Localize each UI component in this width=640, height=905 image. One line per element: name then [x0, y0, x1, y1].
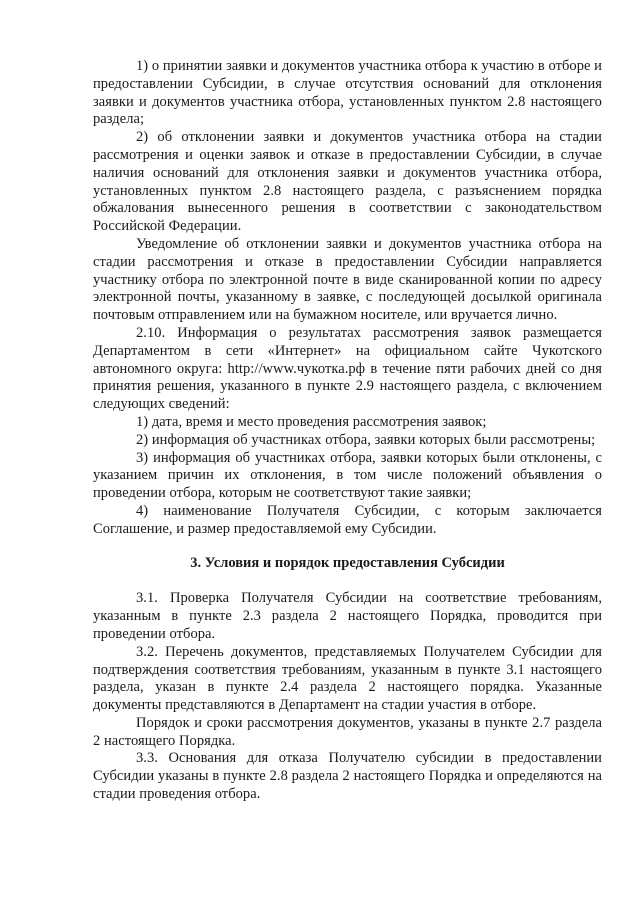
section-3-body	[93, 590, 602, 804]
section-3-heading: 3. Условия и порядок предоставления Субсидии	[190, 554, 505, 571]
section-2-continuation	[93, 58, 602, 539]
paragraph-2-10-results-info: 2.10. Информация о результатах рассмотрения заявок размещается Департаментом в сети «Интернет» на официальном сайте Чукотского автономного округа: http://www.чукотка.рф в течение пяти рабочих дней со дня принятия решения, указанного в пункте 2.9 настоящего раздела, с включением следующих сведений:	[93, 324, 602, 413]
list-item-review-date: 1) дата, время и место проведения рассмотрения заявок;	[136, 413, 487, 430]
paragraph-3-1: 3.1. Проверка Получателя Субсидии на соответствие требованиям, указанным в пункте 2.3 раздела 2 настоящего Порядка, проводится при проведении отбора.	[93, 590, 602, 642]
list-item-reviewed-participants: 2) информация об участниках отбора, заявки которых были рассмотрены;	[136, 431, 596, 448]
paragraph-3-3: 3.3. Основания для отказа Получателю субсидии в предоставлении Субсидии указаны в пункте 2.8 раздела 2 настоящего Порядка и определяются на стадии проведения отбора.	[93, 750, 602, 803]
paragraph-decision-reject: 2) об отклонении заявки и документов участника отбора на стадии рассмотрения и оценки заявок и отказе в предоставлении Субсидии, в случае наличия оснований для отклонения заявки и документов участника отбора, установленных пунктом 2.8 настоящего раздела, с разъяснением порядка обжалования вынесенного решения в соответствии с законодательством Российской Федерации.	[93, 129, 602, 235]
paragraph-3-2: 3.2. Перечень документов, представляемых Получателем Субсидии для подтверждения соответствия требованиям, указанным в пункте 3.1 настоящего раздела, указан в пункте 2.4 раздела 2 настоящего порядка. Указанные документы представляются в Департамент на стадии участия в отборе.	[93, 643, 602, 714]
paragraph-decision-accept: 1) о принятии заявки и документов участника отбора к участию в отборе и предоставлении Субсидии, в случае отсутствия оснований для отклонения заявки и документов участника отбора, установленных пунктом 2.8 настоящего раздела;	[93, 58, 602, 128]
paragraph-rejection-notice: Уведомление об отклонении заявки и документов участника отбора на стадии рассмотрения и отказе в предоставлении Субсидии направляется участнику отбора по электронной почте в виде сканированной копии по адресу электронной почты, указанному в заявке, с последующей досылкой оригинала почтовым отправлением или на бумажном носителе, или вручается лично.	[93, 235, 602, 324]
list-item-rejected-participants: 3) информация об участниках отбора, заявки которых были отклонены, с указанием причин их отклонения, в том числе положений объявления о проведении отбора, которым не соответствуют такие заявки;	[93, 449, 602, 502]
list-item-recipient-name: 4) наименование Получателя Субсидии, с которым заключается Соглашение, и размер предоставляемой ему Субсидии.	[93, 502, 602, 537]
paragraph-review-terms: Порядок и сроки рассмотрения документов, указаны в пункте 2.7 раздела 2 настоящего Порядка.	[93, 714, 602, 749]
